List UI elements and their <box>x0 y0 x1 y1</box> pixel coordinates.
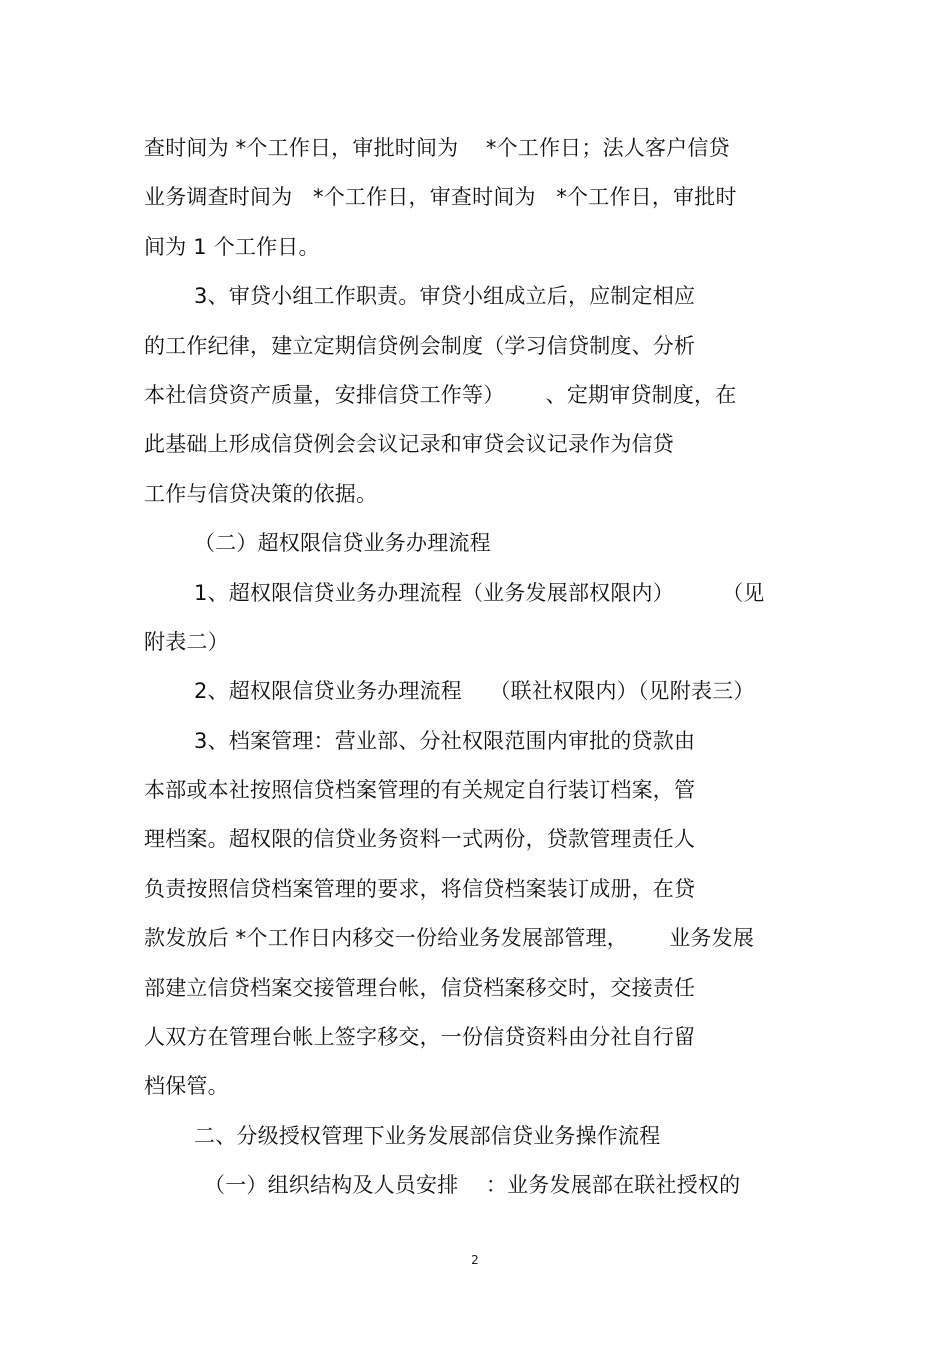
text-line: （一）组织结构及人员安排 ：业务发展部在联社授权的 <box>204 1173 741 1198</box>
text-line: 附表二） <box>144 629 229 654</box>
text-line: 3、审贷小组工作职责。审贷小组成立后，应制定相应 <box>194 284 696 309</box>
text-line: 本社信贷资产质量，安排信贷工作等） 、定期审贷制度，在 <box>144 382 737 407</box>
section-heading: 二、分级授权管理下业务发展部信贷业务操作流程 <box>194 1123 661 1148</box>
text-line: 此基础上形成信贷例会会议记录和审贷会议记录作为信贷 <box>144 432 674 457</box>
body-text <box>144 124 824 1211</box>
text-line: 本部或本社按照信贷档案管理的有关规定自行装订档案，管 <box>144 778 696 803</box>
text-line: 业务调查时间为 *个工作日，审查时间为 *个工作日，审批时 <box>144 185 737 210</box>
text-line: 3、档案管理：营业部、分社权限范围内审批的贷款由 <box>194 728 696 753</box>
text-line: 间为 1 个工作日。 <box>144 234 320 259</box>
section-heading: （二）超权限信贷业务办理流程 <box>194 531 491 556</box>
text-line: 2、超权限信贷业务办理流程 （联社权限内）（见附表三） <box>194 679 755 704</box>
text-line: 1、超权限信贷业务办理流程（业务发展部权限内） （见 <box>194 580 765 605</box>
text-line: 理档案。超权限的信贷业务资料一式两份，贷款管理责任人 <box>144 827 696 852</box>
text-line: 负责按照信贷档案管理的要求，将信贷档案装订成册，在贷 <box>144 876 696 901</box>
text-line: 人双方在管理台帐上签字移交，一份信贷资料由分社自行留 <box>144 1025 696 1050</box>
text-line: 工作与信贷决策的依据。 <box>144 481 378 506</box>
page-number: 2 <box>471 1253 479 1267</box>
text-line: 款发放后 *个工作日内移交一份给业务发展部管理， 业务发展 <box>144 926 755 951</box>
text-line: 的工作纪律，建立定期信贷例会制度（学习信贷制度、分析 <box>144 333 696 358</box>
text-line: 档保管。 <box>144 1074 229 1099</box>
text-line: 部建立信贷档案交接管理台帐，信贷档案移交时，交接责任 <box>144 975 696 1000</box>
text-line: 查时间为 *个工作日，审批时间为 *个工作日；法人客户信贷 <box>144 136 730 160</box>
